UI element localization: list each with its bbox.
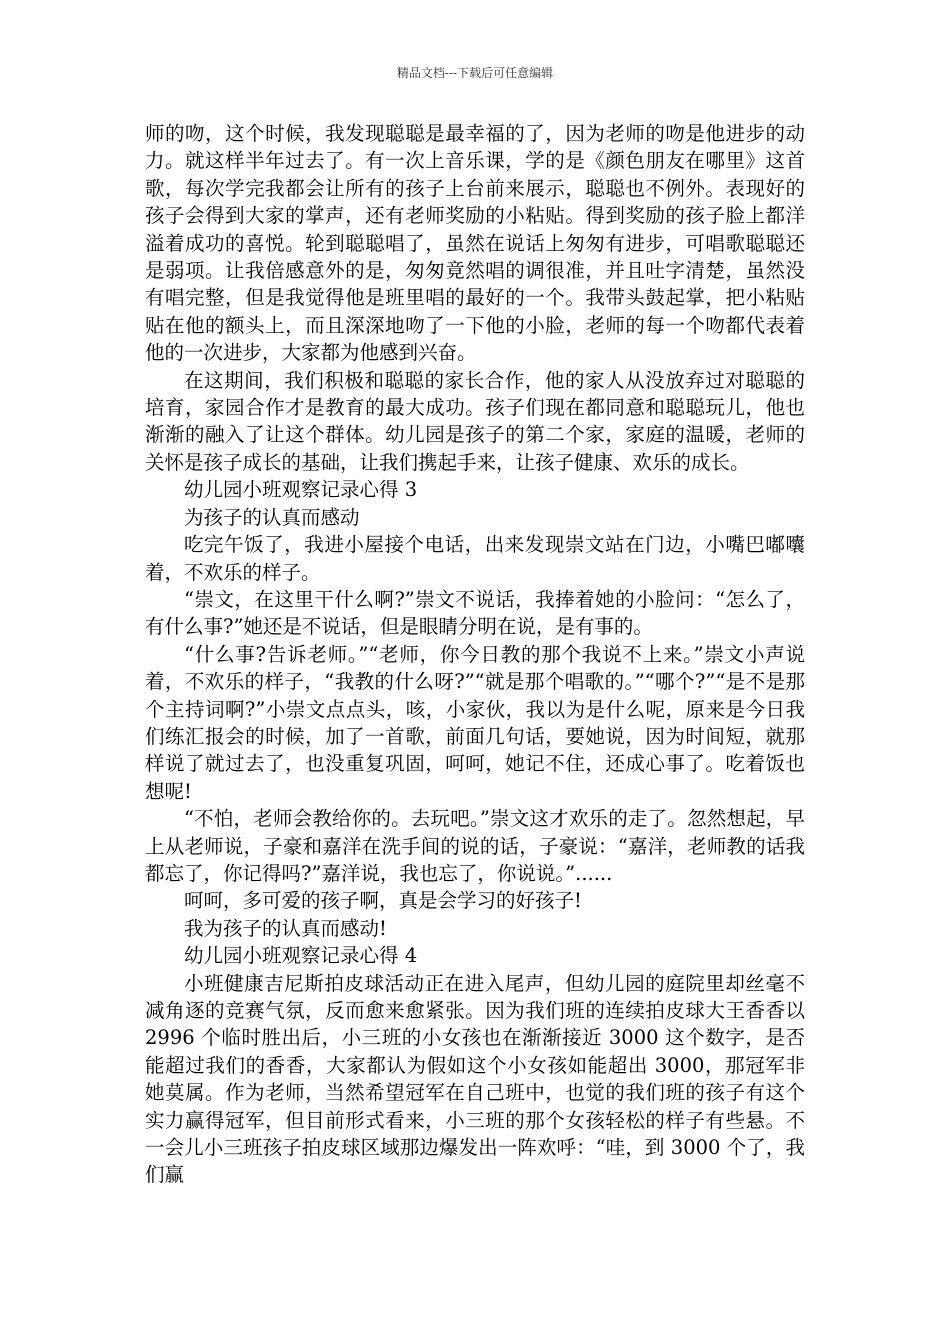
paragraph: 我为孩子的认真而感动! — [184, 916, 387, 940]
document-body — [145, 120, 805, 1189]
paragraph: 小班健康吉尼斯拍皮球活动正在进入尾声，但幼儿园的庭院里却丝毫不减角逐的竞赛气氛，反而愈来愈紧张。因为我们班的连续拍皮球大王香香以 2996 个临时胜出后，小三班的小女孩也在渐渐接近 3000 这个数字，是否能超过我们的香香，大家都认为假如这个小女孩如能超出 3000，那冠军非她莫属。作为老师，当然希望冠军在自己班中，也觉的我们班的孩子有这个实力赢得冠军，但目前形式看来，小三班的那个女孩轻松的样子有些悬。不一会儿小三班孩子拍皮球区域那边爆发出一阵欢呼：“哇，到 3000 个了，我们赢 — [145, 971, 805, 1187]
section-heading-4: 幼儿园小班观察记录心得 4 — [184, 944, 418, 968]
paragraph: 在这期间，我们积极和聪聪的家长合作，他的家人从没放弃过对聪聪的培育，家园合作才是教育的最大成功。孩子们现在都同意和聪聪玩儿，他也渐渐的融入了让这个群体。幼儿园是孩子的第二个家，家庭的温暖，老师的关怀是孩子成长的基础，让我们携起手来，让孩子健康、欢乐的成长。 — [145, 368, 805, 474]
paragraph: 呵呵，多可爱的孩子啊，真是会学习的好孩子! — [184, 889, 582, 913]
page-header: 精品文档---下载后可任意编辑 — [396, 66, 554, 80]
paragraph-continuation: 师的吻，这个时候，我发现聪聪是最幸福的了，因为老师的吻是他进步的动力。就这样半年过去了。有一次上音乐课，学的是《颜色朋友在哪里》这首歌，每次学完我都会让所有的孩子上台前来展示，聪聪也不例外。表现好的孩子会得到大家的掌声，还有老师奖励的小粘贴。得到奖励的孩子脸上都洋溢着成功的喜悦。轮到聪聪唱了，虽然在说话上匆匆有进步，可唱歌聪聪还是弱项。让我倍感意外的是，匆匆竟然唱的调很准，并且吐字清楚，虽然没有唱完整，但是我觉得他是班里唱的最好的一个。我带头鼓起掌，把小粘贴贴在他的额头上，而且深深地吻了一下他的小脸，老师的每一个吻都代表着他的一次进步，大家都为他感到兴奋。 — [145, 122, 805, 365]
section-subtitle: 为孩子的认真而感动 — [184, 505, 360, 529]
paragraph: “崇文，在这里干什么啊?”崇文不说话，我捧着她的小脸问：“怎么了，有什么事?”她还是不说话，但是眼睛分明在说，是有事的。 — [145, 587, 805, 639]
paragraph: “不怕，老师会教给你的。去玩吧。”崇文这才欢乐的走了。忽然想起，早上从老师说，子豪和嘉洋在洗手间的说的话，子豪说：“嘉洋，老师教的话我都忘了，你记得吗?”嘉洋说，我也忘了，你说说。”...... — [145, 807, 805, 885]
paragraph: “什么事?告诉老师。”“老师，你今日教的那个我说不上来。”崇文小声说着，不欢乐的样子，“我教的什么呀?”“就是那个唱歌的。”“哪个?”“是不是那个主持词啊?”小崇文点点头，咳，小家伙，我以为是什么呢，原来是今日我们练汇报会的时候，加了一首歌，前面几句话，要她说，因为时间短，就那样说了就过去了，也没重复巩固，呵呵，她记不住，还成心事了。吃着饭也想呢! — [145, 642, 805, 803]
paragraph: 吃完午饭了，我进小屋接个电话，出来发现崇文站在门边，小嘴巴嘟囔着，不欢乐的样子。 — [145, 533, 805, 584]
section-heading-3: 幼儿园小班观察记录心得 3 — [184, 478, 418, 502]
